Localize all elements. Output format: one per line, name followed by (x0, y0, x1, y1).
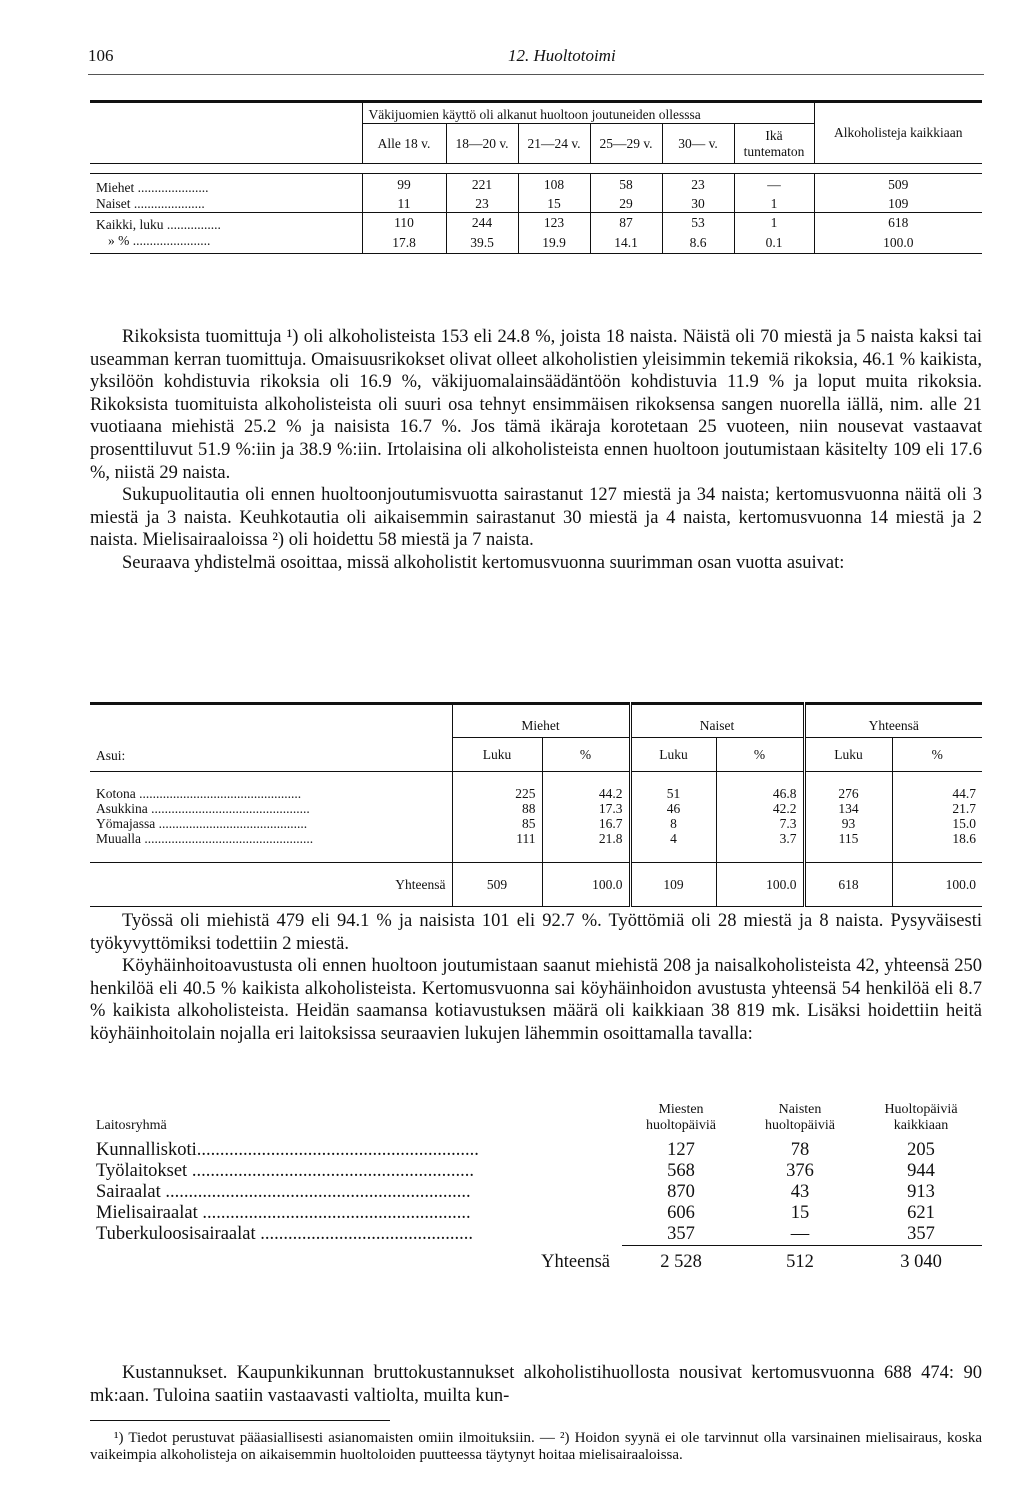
t3-total-row (90, 1246, 982, 1274)
t3-row-label: Tuberkuloosisairaalat (96, 1224, 256, 1245)
t1-cell: 53 (662, 213, 734, 234)
t1-row-label: » % (108, 233, 130, 248)
t3-cell: 205 (907, 1140, 935, 1160)
t3-cell: 15 (790, 1203, 810, 1223)
institution-care-days-table (90, 1102, 982, 1273)
t2-row: Kotona ................................................ 225 44.2 51 46.8 276 44.7 (90, 772, 982, 802)
t3-row: Tuberkuloosisairaalat .............................................. 357 — 357 (90, 1224, 982, 1246)
t2-cell: 17.3 (542, 801, 630, 816)
body-text-3 (90, 1362, 982, 1407)
t1-cell: 1 (734, 196, 814, 213)
t1-col-header: Alle 18 v. (362, 124, 446, 164)
t3-cell: 568 (667, 1161, 695, 1181)
paragraph: Seuraava yhdistelmä osoittaa, missä alkoholistit kertomusvuonna suurimman osan vuotta asuivat: (122, 552, 845, 573)
t1-cell: 123 (518, 213, 590, 234)
t2-row: Yömajassa ............................................ 85 16.7 8 7.3 93 15.0 (90, 816, 982, 831)
t2-total-row (90, 863, 982, 907)
t1-cell: 110 (362, 213, 446, 234)
t1-row-kaikki: Kaikki, luku ................ 110 244 123 87 53 1 618 (90, 213, 982, 234)
t2-total-cell: 100.0 (892, 863, 982, 907)
t3-cell: 127 (667, 1140, 695, 1160)
t2-subcol: % (892, 738, 982, 772)
t2-row: Muualla .................................................. 111 21.8 4 3.7 115 18.6 (90, 831, 982, 863)
t3-row: Työlaitokset ............................................................. 568 376 944 (90, 1161, 982, 1182)
t3-row: Mielisairaalat .......................................................... 606 15 621 (90, 1203, 982, 1224)
t2-cell: 15.0 (892, 816, 982, 831)
t1-cell: 23 (662, 174, 734, 197)
t2-group-header: Yhteensä (804, 704, 982, 738)
t2-row-label: Asukkina (96, 801, 148, 816)
t2-row-label: Muualla (96, 831, 141, 846)
t1-row-naiset: Naiset ..................... 11 23 15 29 30 1 109 (90, 196, 982, 213)
t1-cell: 29 (590, 196, 662, 213)
t2-total-cell: 100.0 (716, 863, 804, 907)
t1-cell: 618 (814, 213, 982, 234)
t2-cell: 44.2 (542, 772, 630, 802)
t1-row-miehet: Miehet ..................... 99 221 108 58 23 — 509 (90, 174, 982, 197)
t2-subcol: Luku (804, 738, 892, 772)
t1-total-header: Alkoholisteja kaikkiaan (814, 102, 982, 164)
t2-cell: 18.6 (892, 831, 982, 863)
t1-col-header: 21—24 v. (518, 124, 590, 164)
t2-group-header: Miehet (452, 704, 630, 738)
t1-cell: 15 (518, 196, 590, 213)
t2-cell: 21.8 (542, 831, 630, 863)
t3-cell: 78 (790, 1140, 810, 1160)
t1-cell: 87 (590, 213, 662, 234)
t3-cell: 43 (790, 1182, 810, 1202)
t3-header: Laitosryhmä (96, 1118, 167, 1133)
t1-cell: 19.9 (518, 233, 590, 254)
t2-cell: 93 (804, 816, 892, 831)
t3-total-cell: 2 528 (622, 1246, 740, 1274)
footnotes (90, 1430, 982, 1464)
t2-cell: 44.7 (892, 772, 982, 802)
t3-row-label: Kunnalliskoti (96, 1140, 197, 1160)
paragraph: Työssä oli miehistä 479 eli 94.1 % ja naisista 101 eli 92.7 %. Työttömiä oli 28 miestä ja 8 naista. Pysyväisesti työkyvyttömiksi todettiin 2 miestä. (90, 911, 982, 954)
t2-cell: 46 (630, 801, 716, 816)
body-text-2 (90, 910, 982, 1046)
t3-total-cell: 3 040 (860, 1246, 982, 1274)
running-title: 12. Huoltotoimi (508, 46, 616, 65)
t2-cell: 111 (452, 831, 542, 863)
t1-cell: 23 (446, 196, 518, 213)
footnote-text: ¹) Tiedot perustuvat pääasiallisesti asianomaisten omiin ilmoituksiin. — ²) Hoidon syynä ei ole tarvinnut olla varsinainen mielisairaus, koska vaikeimpia alkoholisteja on aikaisemmin huoltoloiden puutteessa täytynyt hoitaa mielisairaaloissa. (90, 1430, 982, 1463)
t1-cell: 1 (734, 213, 814, 234)
t2-cell: 8 (630, 816, 716, 831)
t1-cell: 14.1 (590, 233, 662, 254)
t2-cell: 42.2 (716, 801, 804, 816)
t2-cell: 7.3 (716, 816, 804, 831)
page-number: 106 (88, 46, 114, 65)
t1-cell: 11 (362, 196, 446, 213)
t3-cell: 357 (907, 1224, 935, 1244)
t2-cell: 51 (630, 772, 716, 802)
t3-cell: 913 (907, 1182, 935, 1202)
t2-cell: 85 (452, 816, 542, 831)
t3-row-label: Työlaitokset (96, 1161, 188, 1181)
t1-cell: 100.0 (814, 233, 982, 254)
t3-header: Huoltopäiviä kaikkiaan (884, 1102, 958, 1133)
paragraph: Sukupuolitautia oli ennen huoltoonjoutumisvuotta sairastanut 127 miestä ja 34 naista; kertomusvuonna näitä oli 3 miestä ja 3 naista. Keuhkotautia oli aikaisemmin sairastanut 30 miestä ja 4 naista, kertomusvuonna 14 miestä ja 2 naista. Mielisairaaloissa ²) oli hoidettu 58 miestä ja 7 naista. (90, 485, 982, 551)
t1-col-header: Ikä tuntematon (734, 124, 814, 164)
t3-row: Kunnalliskoti............................................................. 127 78 205 (90, 1134, 982, 1161)
t3-cell: 870 (667, 1182, 695, 1202)
t3-header-row (90, 1102, 982, 1134)
t1-cell: 39.5 (446, 233, 518, 254)
t2-cell: 16.7 (542, 816, 630, 831)
t2-cell: 21.7 (892, 801, 982, 816)
t2-group-header: Naiset (630, 704, 804, 738)
t2-total-label: Yhteensä (395, 877, 446, 892)
t2-cell: 115 (804, 831, 892, 863)
paragraph: Kustannukset. Kaupunkikunnan bruttokustannukset alkoholistihuollosta nousivat kertomusvuonna 688 474: 90 mk:aan. Tuloina saatiin vastaavasti valtiolta, muilta kun- (90, 1363, 982, 1406)
t2-cell: 4 (630, 831, 716, 863)
t1-cell: 509 (814, 174, 982, 197)
t3-cell: 606 (667, 1203, 695, 1223)
t2-cell: 46.8 (716, 772, 804, 802)
t3-cell: 621 (907, 1203, 935, 1223)
t2-subcol: Luku (630, 738, 716, 772)
residence-table (90, 702, 982, 907)
t3-cell: 376 (786, 1161, 814, 1181)
t1-cell: 109 (814, 196, 982, 213)
t1-cell: 221 (446, 174, 518, 197)
t3-cell: — (790, 1224, 810, 1244)
alcohol-start-age-table (90, 100, 982, 254)
paragraph: Rikoksista tuomittuja ¹) oli alkoholisteista 153 eli 24.8 %, joista 18 naista. Näistä oli 70 miestä ja 5 naista kaksi tai useamman kerran tuomittuja. Omaisuusrikokset olivat olleet alkoholistien yleisimmin tekemiä rikoksia, 46.1 % kaikista, yksilöön kohdistuvia rikoksia oli 16.9 %, väkijuomalainsäädäntöön kohdistuvia 11.9 % ja loput muita rikoksia. Rikoksista tuomituista alkoholisteista oli suuri osa tehnyt ensimmäisen rikoksensa sangen nuorella iällä, nim. alle 21 vuotiaana miehistä 25.2 % ja naisista 16.7 %. Jos tämä ikäraja korotetaan 25 vuoteen, niin nousevat vastaavat prosenttiluvut 51.9 %:iin ja 38.9 %:iin. Irtolaisina oli alkoholisteista ennen huoltoon joutumistaan käsitelty 109 eli 17.6 %, niistä 29 naista. (90, 327, 982, 483)
t2-total-cell: 109 (630, 863, 716, 907)
t3-total-cell: 512 (740, 1246, 860, 1274)
t1-row-label: Miehet (96, 180, 135, 195)
t2-cell: 88 (452, 801, 542, 816)
t3-header: Naisten huoltopäiviä (765, 1102, 835, 1133)
t2-subcol: % (542, 738, 630, 772)
t1-cell: 58 (590, 174, 662, 197)
t3-cell: 944 (907, 1161, 935, 1181)
t1-cell: 0.1 (734, 233, 814, 254)
t2-subcol: % (716, 738, 804, 772)
t1-cell: 8.6 (662, 233, 734, 254)
t3-cell: 357 (667, 1224, 695, 1244)
t1-row-label: Naiset (96, 196, 131, 211)
t1-cell: 30 (662, 196, 734, 213)
t2-total-cell: 100.0 (542, 863, 630, 907)
t3-row: Sairaalat .................................................................. 870 43 913 (90, 1182, 982, 1203)
t1-row-label: Kaikki, luku (96, 217, 164, 232)
t1-col-header: 25—29 v. (590, 124, 662, 164)
t1-corner (90, 102, 362, 164)
t2-cell: 3.7 (716, 831, 804, 863)
t1-cell: 17.8 (362, 233, 446, 254)
t1-group-header: Väkijuomien käyttö oli alkanut huoltoon joutuneiden ollesssa (362, 102, 814, 124)
page-header (88, 46, 984, 74)
t1-cell: 99 (362, 174, 446, 197)
t1-cell: — (734, 174, 814, 197)
t2-row-header: Asui: (96, 748, 126, 763)
t1-col-header: 30— v. (662, 124, 734, 164)
t1-row-percent: » % ....................... 17.8 39.5 19.9 14.1 8.6 0.1 100.0 (90, 233, 982, 254)
t3-row-label: Mielisairaalat (96, 1203, 198, 1223)
footnote-rule (90, 1420, 390, 1421)
t2-cell: 134 (804, 801, 892, 816)
t2-subcol: Luku (452, 738, 542, 772)
t1-cell: 244 (446, 213, 518, 234)
paragraph: Köyhäinhoitoavustusta oli ennen huoltoon joutumistaan saanut miehistä 208 ja naisalkoholisteista 42, yhteensä 250 henkilöä eli 40.5 % kaikista alkoholisteista. Kertomusvuonna sai köyhäinhoidon avustusta yhteensä 54 henkilöä eli 8.7 % kaikista alkoholisteista. Heidän saamansa kotiavustuksen määrä oli kaikkiaan 38 819 mk. Lisäksi hoidettiin heitä köyhäinhoitolain nojalla eri laitoksissa seuraavien lukujen lähemmin osoittamalla tavalla: (90, 956, 982, 1044)
t3-row-label: Sairaalat (96, 1182, 161, 1202)
t3-total-label: Yhteensä (541, 1251, 610, 1272)
t2-total-cell: 618 (804, 863, 892, 907)
t2-cell: 276 (804, 772, 892, 802)
t2-cell: 225 (452, 772, 542, 802)
t2-row-label: Yömajassa (96, 816, 156, 831)
t2-row: Asukkina ............................................... 88 17.3 46 42.2 134 21.7 (90, 801, 982, 816)
t1-cell: 108 (518, 174, 590, 197)
t3-header: Miesten huoltopäiviä (646, 1102, 716, 1133)
header-rule (88, 74, 984, 75)
body-text-1 (90, 326, 982, 575)
t2-total-cell: 509 (452, 863, 542, 907)
t1-col-header: 18—20 v. (446, 124, 518, 164)
t2-row-label: Kotona (96, 786, 136, 801)
